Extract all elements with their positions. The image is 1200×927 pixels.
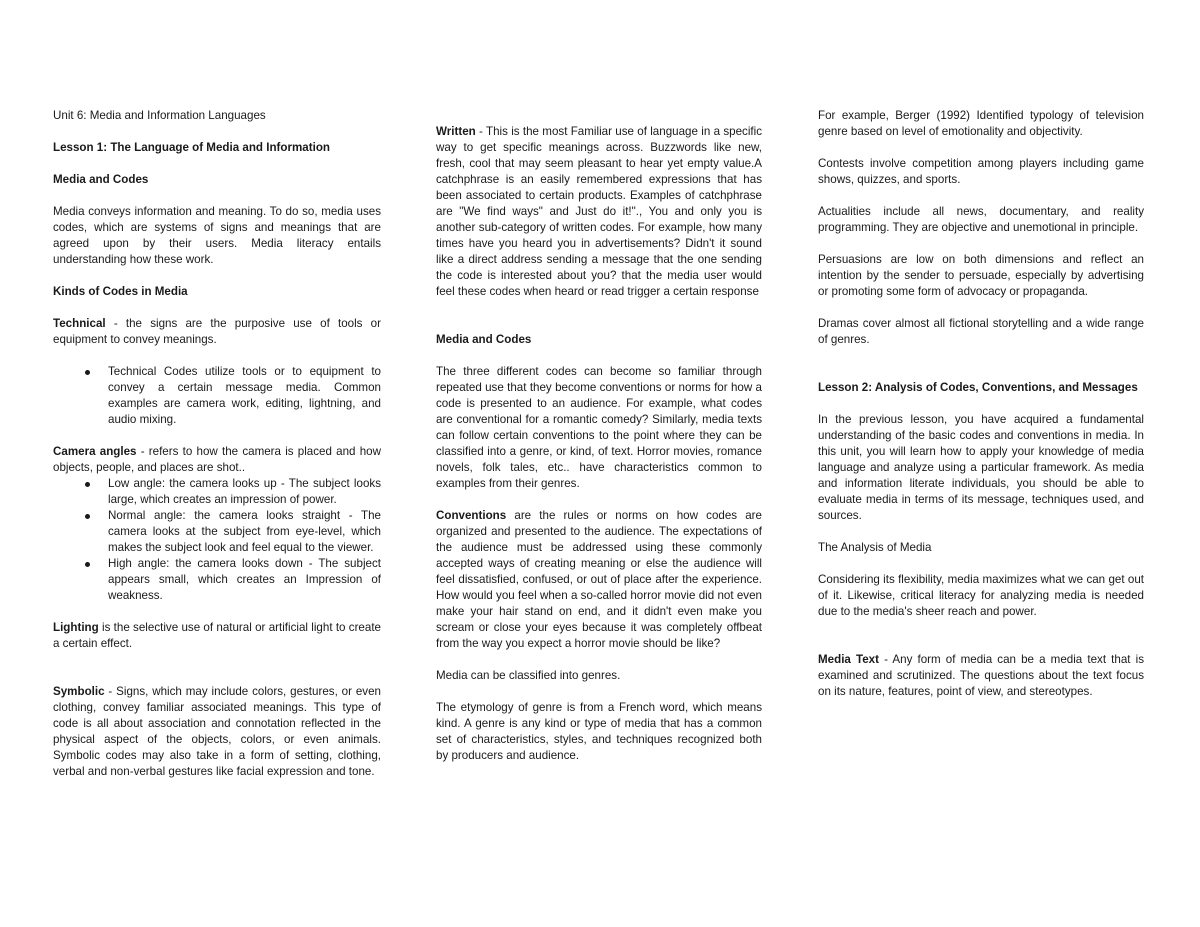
previous-lesson-paragraph: In the previous lesson, you have acquired a fundamental understanding of the basic codes and conventions in media. In this unit, you will learn how to apply your knowledge of media language and analyze using a particular framework. As media and information literate individuals, you should be able to evaluate media in terms of its message, techniques used, and sources. — [818, 413, 1144, 522]
camera-angles-term: Camera angles — [53, 445, 137, 458]
technical-term: Technical — [53, 317, 106, 330]
lighting-term: Lighting — [53, 621, 99, 634]
list-item: Technical Codes utilize tools or to equipment to convey a certain message media. Common examples are camera work, editing, lightning, and audio mixing. — [53, 364, 381, 428]
berger-paragraph: For example, Berger (1992) Identified typology of television genre based on level of emotionality and objectivity. — [818, 109, 1144, 138]
media-codes-heading: Media and Codes — [53, 173, 149, 186]
bullet-icon — [85, 370, 90, 375]
technical-list — [53, 364, 381, 428]
contests-paragraph: Contests involve competition among players including game shows, quizzes, and sports. — [818, 157, 1144, 186]
column-left — [53, 108, 381, 796]
three-codes-paragraph: The three different codes can become so familiar through repeated use that they become conventions or norms for how a code is presented to an audience. For example, what codes are conventional for a romantic comedy? Similarly, media texts can follow certain conventions to the point where they can be classified into a genre, or kind, of text. Horror movies, romance novels, folk tales, etc.. have characteristics common to examples from their genres. — [436, 365, 762, 490]
kinds-of-codes-heading: Kinds of Codes in Media — [53, 285, 188, 298]
persuasions-paragraph: Persuasions are low on both dimensions and reflect an intention by the sender to persuade, especially by advertising or promoting some form of advocacy or propaganda. — [818, 253, 1144, 298]
lighting-paragraph: Lighting is the selective use of natural or artificial light to create a certain effect. — [53, 621, 381, 650]
symbolic-term: Symbolic — [53, 685, 105, 698]
media-codes-heading-2: Media and Codes — [436, 333, 532, 346]
technical-paragraph: Technical - the signs are the purposive use of tools or equipment to convey meanings. — [53, 317, 381, 346]
media-codes-paragraph: Media conveys information and meaning. To do so, media uses codes, which are systems of signs and meanings that are agreed upon by their users. Media literacy entails understanding how these work. — [53, 205, 381, 266]
bullet-icon — [85, 514, 90, 519]
genres-paragraph: Media can be classified into genres. — [436, 669, 621, 682]
column-middle — [436, 124, 762, 780]
list-item: Normal angle: the camera looks straight - The camera looks at the subject from eye-level, which makes the subject look and feel equal to the viewer. — [53, 508, 381, 556]
camera-angles-list — [53, 476, 381, 604]
written-term: Written — [436, 125, 476, 138]
symbolic-paragraph: Symbolic - Signs, which may include colors, gestures, or even clothing, convey familiar associated meanings. This type of code is all about association and connotation reflected in the physical aspect of the objects, colors, or even animals. Symbolic codes may also take in a form of setting, clothing, verbal and non-verbal gestures like facial expression and tone. — [53, 685, 381, 778]
dramas-paragraph: Dramas cover almost all fictional storytelling and a wide range of genres. — [818, 317, 1144, 346]
lesson2-title: Lesson 2: Analysis of Codes, Conventions, and Messages — [818, 381, 1138, 394]
unit-title: Unit 6: Media and Information Languages — [53, 109, 266, 122]
etymology-paragraph: The etymology of genre is from a French word, which means kind. A genre is any kind or type of media that has a common set of characteristics, styles, and techniques recognized both by producers and audience. — [436, 701, 762, 762]
conventions-term: Conventions — [436, 509, 507, 522]
media-text-paragraph: Media Text - Any form of media can be a media text that is examined and scrutinized. The questions about the text focus on its nature, features, point of view, and stereotypes. — [818, 653, 1144, 698]
list-item: Low angle: the camera looks up - The subject looks large, which creates an impression of power. — [53, 476, 381, 508]
lesson1-title: Lesson 1: The Language of Media and Information — [53, 141, 330, 154]
actualities-paragraph: Actualities include all news, documentary, and reality programming. They are objective and unemotional in principle. — [818, 205, 1144, 234]
bullet-icon — [85, 562, 90, 567]
camera-angles-paragraph: Camera angles - refers to how the camera is placed and how objects, people, and places are shot.. — [53, 445, 381, 474]
media-text-term: Media Text — [818, 653, 879, 666]
column-right — [818, 108, 1144, 716]
flexibility-paragraph: Considering its flexibility, media maximizes what we can get out of it. Likewise, critical literacy for analyzing media is needed due to the media's sheer reach and power. — [818, 573, 1144, 618]
conventions-paragraph: Conventions are the rules or norms on how codes are organized and presented to the audience. The expectations of the audience must be addressed using these commonly accepted ways of creating meaning or else the audience will feel dissatisfied, confused, or out of place after the experience. How would you feel when a so-called horror movie did not even make your hair stand on end, and it didn't even make you scream or close your eyes because it was completely offbeat from the way you expect a horror movie should be like? — [436, 509, 762, 650]
list-item: High angle: the camera looks down - The subject appears small, which creates an Impression of weakness. — [53, 556, 381, 604]
bullet-icon — [85, 482, 90, 487]
analysis-of-media-heading: The Analysis of Media — [818, 541, 932, 554]
written-paragraph: Written - This is the most Familiar use of language in a specific way to get specific meanings across. Buzzwords like new, fresh, cool that may seem pleasant to hear yet empty value.A catchphrase is an easily remembered expressions that has been associated to certain products. Examples of catchphrase are "We find ways" and Just do it!"., You and only you is another sub-category of written codes. For example, how many times have you heard you in advertisements? Didn't it sound like a direct address sending a message that the one sending the code is interested about you? that the media user would feel these codes when heard or read trigger a certain response — [436, 125, 762, 298]
